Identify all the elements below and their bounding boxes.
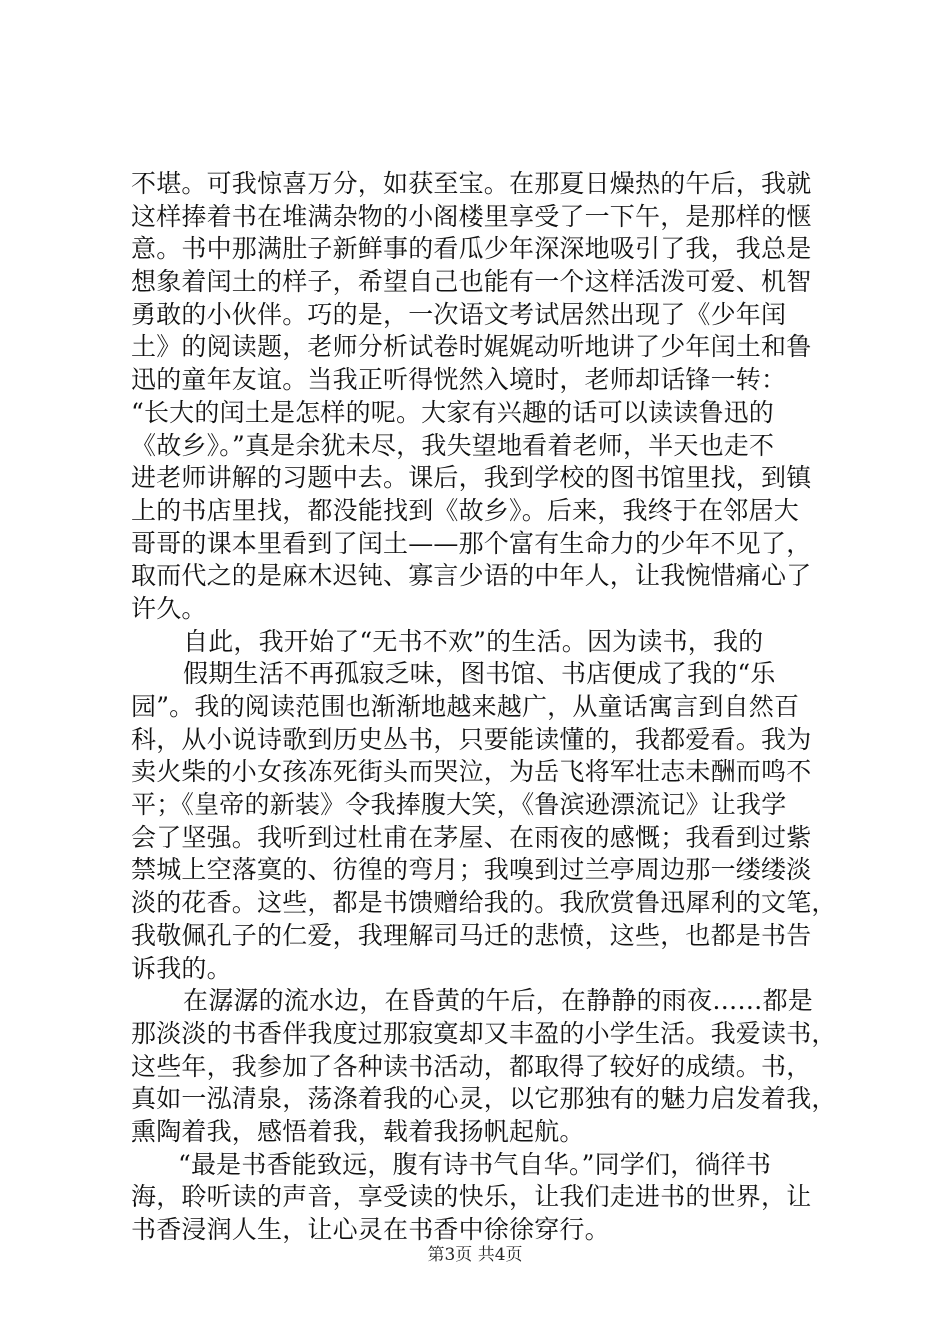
body-text [131,168,837,1247]
text-line: 书香浸润人生，让心灵在书香中徐徐穿行。 [131,1215,610,1244]
text-line: 熏陶着我，感悟着我，载着我扬帆起航。 [131,1116,585,1146]
text-line: 海，聆听读的声音，享受读的快乐，让我们走进书的世界，让 [131,1182,812,1212]
text-line: 哥哥的课本里看到了闰土——那个富有生命力的少年不见了， [131,528,812,558]
text-line: 那淡淡的书香伴我度过那寂寞却又丰盈的小学生活。我爱读书， [131,1018,837,1048]
text-line: 这些年，我参加了各种读书活动，都取得了较好的成绩。书， [131,1051,812,1081]
text-line: 我敬佩孔子的仁爱，我理解司马迁的悲愤，这些，也都是书告 [131,920,812,950]
text-line: 取而代之的是麻木迟钝、寡言少语的中年人，让我惋惜痛心了 [131,561,812,591]
paragraph-start-line: 在潺潺的流水边，在昏黄的午后，在静静的雨夜……都是 [183,986,814,1016]
text-line: 会了坚强。我听到过杜甫在茅屋、在雨夜的感慨；我看到过紫 [131,822,812,852]
text-line: 迅的童年友谊。当我正听得恍然入境时，老师却话锋一转： [131,365,787,395]
text-line: 园”。我的阅读范围也渐渐地越来越广，从童话寓言到自然百 [131,692,800,721]
text-line: 想象着闰土的样子，希望自己也能有一个这样活泼可爱、机智 [131,267,812,297]
text-line: 诉我的。 [131,953,232,983]
text-line: 不堪。可我惊喜万分，如获至宝。在那夏日燥热的午后，我就 [131,169,812,198]
text-line: 进老师讲解的习题中去。课后，我到学校的图书馆里找，到镇 [131,463,812,493]
text-line: 禁城上空落寞的、彷徨的弯月；我嗅到过兰亭周边那一缕缕淡 [131,855,812,885]
page-footer: 第3页 共4页 [427,1245,523,1265]
text-line: 勇敢的小伙伴。巧的是，一次语文考试居然出现了《少年闰 [131,299,787,329]
text-line: 科，从小说诗歌到历史丛书，只要能读懂的，我都爱看。我为 [131,724,812,754]
text-line: 卖火柴的小女孩冻死街头而哭泣，为岳飞将军壮志未酬而鸣不 [131,757,812,787]
text-line: 淡的花香。这些，都是书馈赠给我的。我欣赏鲁迅犀利的文笔， [131,888,837,918]
text-line: 真如一泓清泉，荡涤着我的心灵，以它那独有的魅力启发着我， [131,1084,837,1114]
text-line: 上的书店里找，都没能找到《故乡》。后来，我终于在邻居大 [131,495,799,525]
text-line: 意。书中那满肚子新鲜事的看瓜少年深深地吸引了我，我总是 [131,234,812,264]
text-line: 土》的阅读题，老师分析试卷时娓娓动听地讲了少年闰土和鲁 [131,332,812,362]
paragraph-start-line: “最是书香能致远，腹有诗书气自华。”同学们，徜徉书 [178,1149,772,1179]
text-line: 许久。 [131,593,207,623]
text-line: 平；《皇帝的新装》令我捧腹大笑，《鲁滨逊漂流记》让我学 [131,790,787,820]
text-line: 这样捧着书在堆满杂物的小阁楼里享受了一下午，是那样的惬 [131,201,812,231]
text-line: 《故乡》。”真是余犹未尽，我失望地看着老师，半天也走不 [131,430,775,460]
text-line: 假期生活不再孤寂乏味，图书馆、书店便成了我的“乐 [183,659,776,689]
paragraph-start-line: 自此，我开始了“无书不欢”的生活。因为读书，我的 [183,626,764,656]
text-line: “长大的闰土是怎样的呢。大家有兴趣的话可以读读鲁迅的 [131,397,774,427]
